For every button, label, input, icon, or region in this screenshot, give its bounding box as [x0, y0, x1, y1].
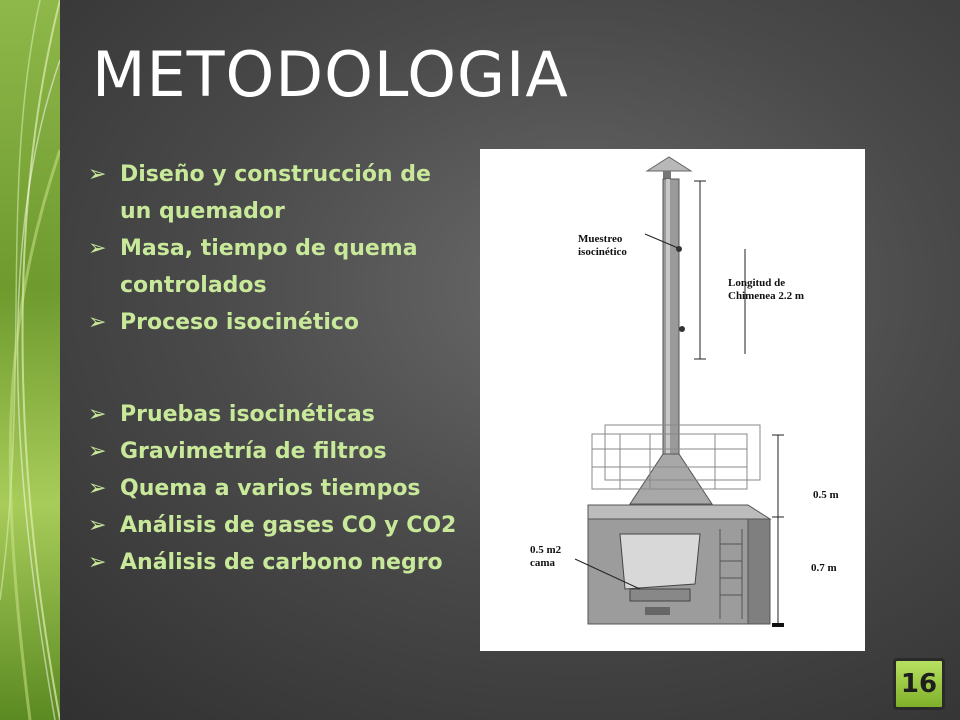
arrow-bullet-icon: ➢ — [88, 162, 107, 187]
decorative-green-band — [0, 0, 60, 720]
label-upper-height: 0.5 m — [813, 489, 839, 501]
arrow-bullet-icon: ➢ — [88, 236, 107, 261]
list-item: ➢ Diseño y construcción de un quemador — [88, 156, 458, 230]
label-lower-height: 0.7 m — [811, 562, 837, 574]
arrow-bullet-icon: ➢ — [88, 402, 107, 427]
arrow-bullet-icon: ➢ — [88, 476, 107, 501]
label-bed-area: 0.5 m2 cama — [530, 544, 562, 569]
page-number-badge: 16 — [893, 658, 945, 710]
list-item: ➢ Gravimetría de filtros — [88, 433, 458, 470]
burner-drawing — [480, 149, 865, 651]
list-item: ➢ Análisis de carbono negro — [88, 544, 458, 581]
burner-diagram — [480, 149, 865, 651]
arrow-bullet-icon: ➢ — [88, 310, 107, 335]
arrow-bullet-icon: ➢ — [88, 513, 107, 538]
list-item: ➢ Pruebas isocinéticas — [88, 396, 458, 433]
bullet-list-analyses — [88, 396, 458, 581]
label-isokinetic-sampling: Muestreo isocinético — [578, 233, 627, 258]
list-item: ➢ Masa, tiempo de quema controlados — [88, 230, 458, 304]
list-item: ➢ Análisis de gases CO y CO2 — [88, 507, 458, 544]
arrow-bullet-icon: ➢ — [88, 439, 107, 464]
slide-title: METODOLOGIA — [92, 38, 569, 111]
list-item: ➢ Proceso isocinético — [88, 304, 458, 341]
bullet-list-methods — [88, 156, 458, 341]
list-item: ➢ Quema a varios tiempos — [88, 470, 458, 507]
label-chimney-length: Longitud de Chimenea 2.2 m — [728, 277, 805, 302]
arrow-bullet-icon: ➢ — [88, 550, 107, 575]
